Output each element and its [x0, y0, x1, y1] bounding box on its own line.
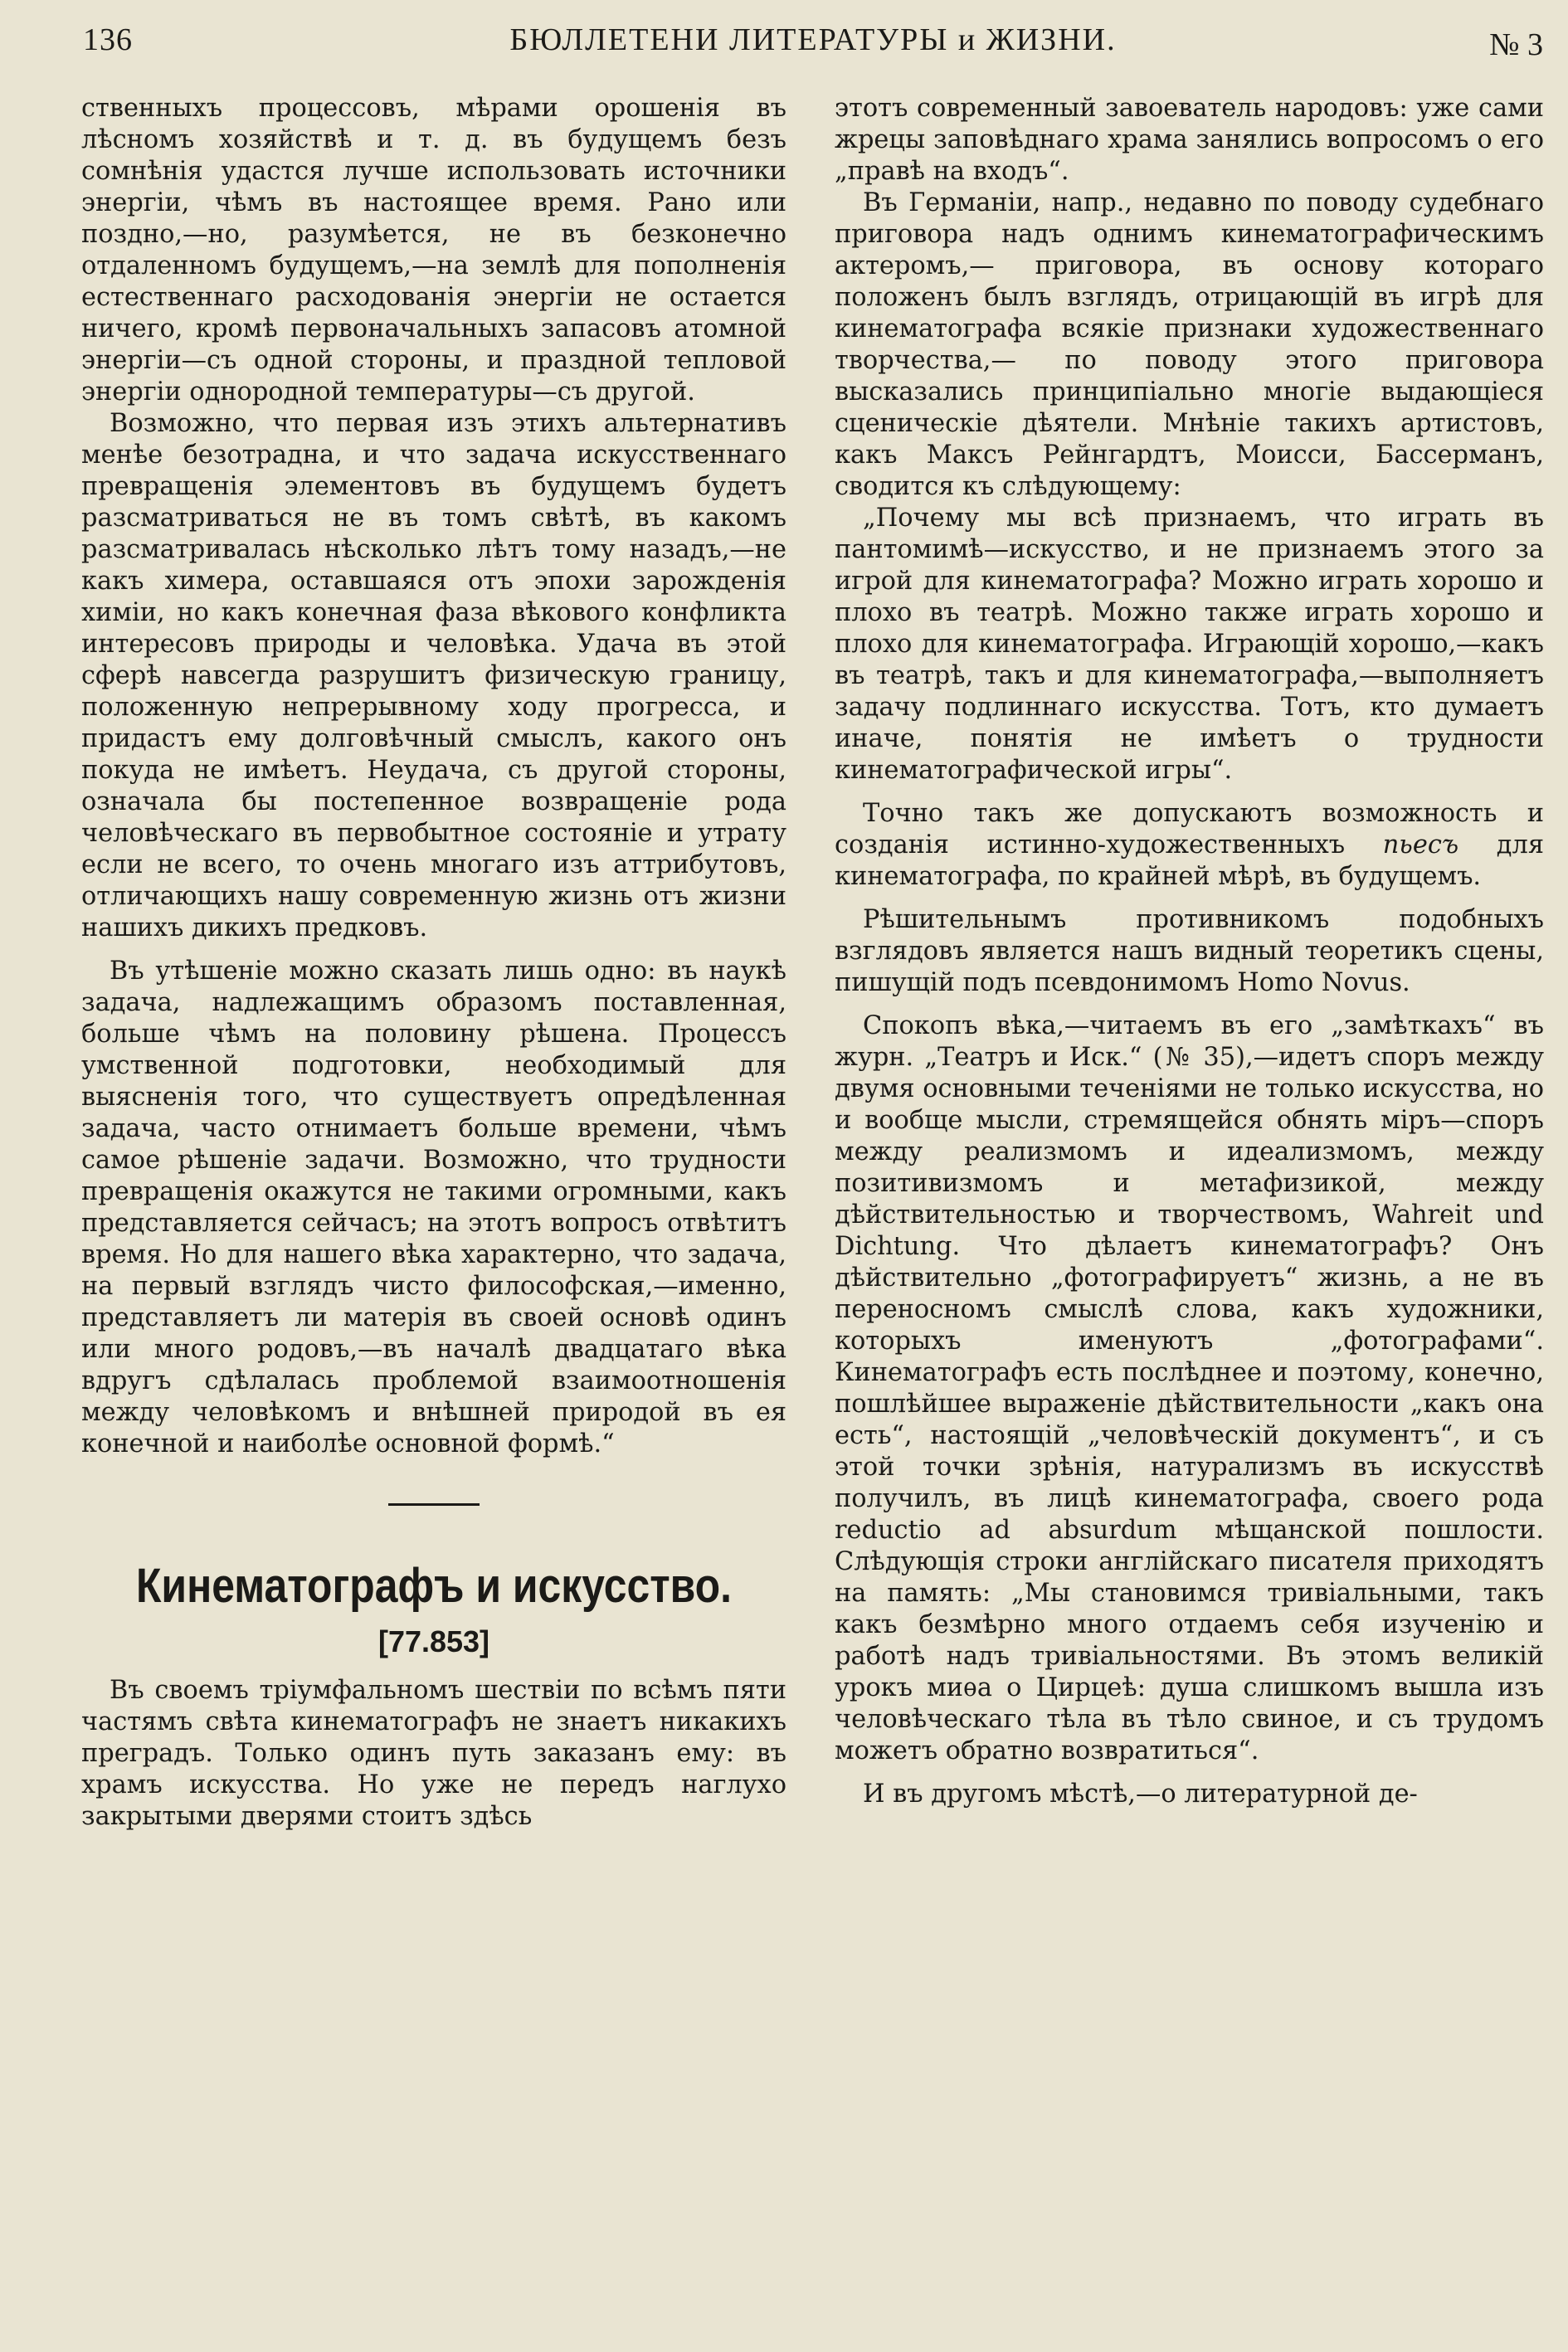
paragraph: И въ другомъ мѣстѣ,—о литературной де-: [863, 1780, 1418, 1809]
text-run: Точно такъ же допускаютъ возможность и созданія истинно-художественныхъ: [835, 799, 1544, 859]
right-column: [835, 93, 1544, 1810]
paragraph: Спокопъ вѣка,—читаемъ въ его „замѣткахъ“ въ журн. „Театръ и Иск.“ (№ 35),—идетъ споръ между двумя основными теченіями не только искусства, но и вообще мысли, стремящейся обнять міръ—споръ между реализмомъ и идеализмомъ, между позитивизмомъ и метафизикой, между дѣйствительностью и творчествомъ, Wahreit und Dichtung. Что дѣлаетъ кинематографъ? Онъ дѣйствительно „фотографируетъ“ жизнь, а не въ переносномъ смыслѣ слова, какъ художники, которыхъ именуютъ „фотографами“. Кинематографъ есть послѣднее и поэтому, конечно, пошлѣйшее выраженіе дѣйствительности „какъ она есть“, настоящій „человѣческій документъ“, и съ этой точки зрѣнія, натурализмъ въ искусствѣ получилъ, въ лицѣ кинематографа, своего рода reductio ad absurdum мѣщанской пошлости. Слѣдующія строки англійскаго писателя приходятъ на память: „Мы становимся тривіальными, такъ какъ безмѣрно много отдаемъ себя изученію и работѣ надъ тривіальностями. Въ этомъ великій урокъ миѳа о Цирцеѣ: душа слишкомъ вышла изъ человѣческаго тѣла въ тѣло свиное, и съ трудомъ можетъ обратно возвратиться“.: [835, 1011, 1544, 1765]
article-number: [77.853]: [377, 1624, 490, 1658]
paragraph: Въ Германіи, напр., недавно по поводу судебнаго приговора надъ однимъ кинематографическимъ актеромъ,— приговора, въ основу котораго положенъ былъ взглядъ, отрицающій въ игрѣ для кинематографа всякіе признаки художественнаго творчества,— по поводу этого приговора высказались принципіально многіе выдающіеся сценическіе дѣятели. Мнѣніе такихъ артистовъ, какъ Максъ Рейнгардтъ, Моисси, Бассерманъ, сводится къ слѣдующему:: [835, 188, 1544, 501]
issue-number: № 3: [1489, 27, 1543, 62]
running-title: БЮЛЛЕТЕНИ ЛИТЕРАТУРЫ и ЖИЗНИ.: [509, 22, 1117, 57]
running-header: [83, 18, 1543, 68]
article-title: Кинематографъ и искусство.: [135, 1559, 733, 1613]
paragraph: ственныхъ процессовъ, мѣрами орошенія въ лѣсномъ хозяйствѣ и т. д. въ будущемъ безъ сомнѣнія удастся лучше использовать источники энергіи, чѣмъ въ настоящее время. Рано или поздно,—но, разумѣется, не въ безконечно отдаленномъ будущемъ,—на землѣ для пополненія естественнаго расходованія энергіи не остается ничего, кромѣ первоначальныхъ запасовъ атомной энергіи—съ одной стороны, и праздной тепловой энергіи однородной температуры—съ другой.: [81, 94, 786, 407]
left-column: [81, 93, 786, 1833]
text-run: для кинематографа, по крайней мѣрѣ, въ будущемъ.: [835, 830, 1544, 891]
section-divider: [388, 1503, 480, 1506]
paragraph: Въ своемъ тріумфальномъ шествіи по всѣмъ пяти частямъ свѣта кинематографъ не знаетъ никакихъ преградъ. Только одинъ путь заказанъ ему: въ храмъ искусства. Но уже не передъ наглухо закрытыми дверями стоитъ здѣсь: [81, 1676, 786, 1831]
paragraph: Въ утѣшеніе можно сказать лишь одно: въ наукѣ задача, надлежащимъ образомъ поставленная, больше чѣмъ на половину рѣшена. Процессъ умственной подготовки, необходимый для выясненія того, что существуетъ опредѣленная задача, часто отнимаетъ больше времени, чѣмъ самое рѣшеніе задачи. Возможно, что трудности превращенія окажутся не такими огромными, какъ представляется сейчасъ; на этотъ вопросъ отвѣтитъ время. Но для нашего вѣка характерно, что задача, на первый взглядъ чисто философская,—именно, представляетъ ли матерія въ своей основѣ одинъ или много родовъ,—въ началѣ двадцатаго вѣка вдругъ сдѣлалась проблемой взаимоотношенія между человѣкомъ и внѣшней природой въ ея конечной и наиболѣе основной формѣ.“: [81, 957, 786, 1458]
paragraph: Рѣшительнымъ противникомъ подобныхъ взглядовъ является нашъ видный теоретикъ сцены, пишущій подъ псевдонимомъ Homo Novus.: [835, 905, 1544, 997]
paragraph: [835, 798, 1544, 893]
quote-paragraph: „Почему мы всѣ признаемъ, что играть въ пантомимѣ—искусство, и не признаемъ этого за игрой для кинематографа? Можно играть хорошо и плохо въ театрѣ. Можно также играть хорошо и плохо для кинематографа. Играющій хорошо,—какъ въ театрѣ, такъ и для кинематографа,—выполняетъ задачу подлиннаго искусства. Тотъ, кто думаетъ иначе, понятія не имѣетъ о трудности кинематографической игры“.: [835, 504, 1544, 785]
page-number: 136: [83, 22, 133, 57]
paragraph: этотъ современный завоеватель народовъ: уже сами жрецы заповѣднаго храма занялись вопросомъ о его „правѣ на входъ“.: [835, 94, 1544, 186]
emphasis: пьесъ: [1382, 830, 1459, 859]
paragraph: Возможно, что первая изъ этихъ альтернативъ менѣе безотрадна, и что задача искусственнаго превращенія элементовъ въ будущемъ будетъ разсматриваться не въ томъ свѣтѣ, въ какомъ разсматривалась нѣсколько лѣтъ тому назадъ,—не какъ химера, оставшаяся отъ эпохи зарожденія химіи, но какъ конечная фаза вѣкового конфликта интересовъ природы и человѣка. Удача въ этой сферѣ навсегда разрушитъ физическую границу, положенную непрерывному ходу прогресса, и придастъ ему долговѣчный смыслъ, какого онъ покуда не имѣетъ. Неудача, съ другой стороны, означала бы постепенное возвращеніе рода человѣческаго въ первобытное состояніе и утрату если не всего, то очень многаго изъ аттрибутовъ, отличающихъ нашу современную жизнь отъ жизни нашихъ дикихъ предковъ.: [81, 409, 786, 942]
